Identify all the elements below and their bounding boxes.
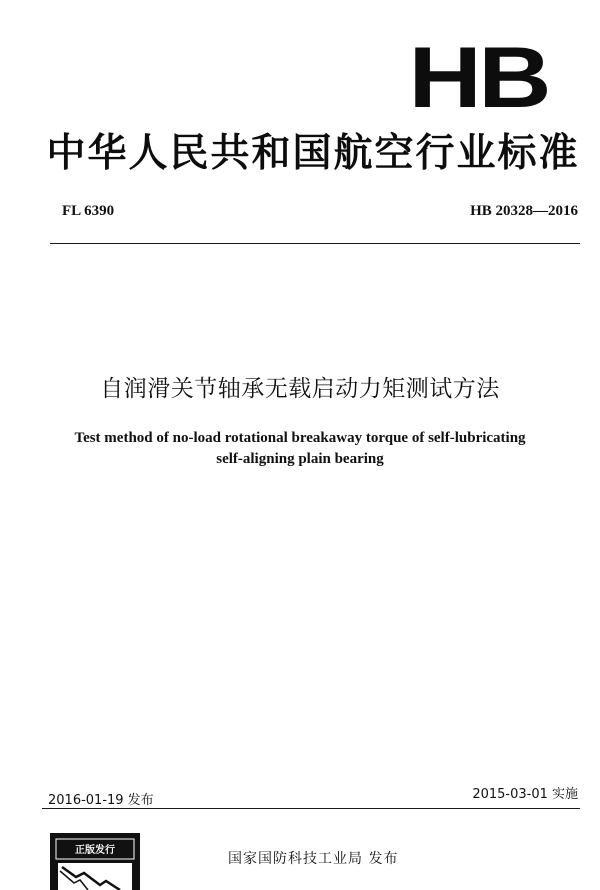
english-title-line-1: Test method of no-load rotational breakaway torque of self-lubricating — [74, 430, 526, 446]
bottom-divider — [42, 808, 580, 809]
genuine-release-stamp — [50, 833, 140, 890]
standard-number: HB 20328—2016 — [470, 203, 578, 219]
implementation-date: 2015-03-01 实施 — [472, 787, 578, 802]
english-title-line-2: self-aligning plain bearing — [216, 451, 384, 467]
english-title — [40, 428, 560, 470]
classification-code: FL 6390 — [62, 203, 115, 219]
issue-date: 2016-01-19 发布 — [48, 793, 154, 808]
stamp-label: 正版发行 — [75, 845, 115, 856]
code-row — [62, 203, 578, 223]
top-divider — [50, 243, 580, 244]
issuing-authority: 国家国防科技工业局 发布 — [228, 851, 399, 867]
chinese-title: 自润滑关节轴承无载启动力矩测试方法 — [100, 376, 500, 402]
standard-category-title: 中华人民共和国航空行业标准 — [46, 131, 580, 176]
hb-logo: HB — [408, 30, 548, 126]
